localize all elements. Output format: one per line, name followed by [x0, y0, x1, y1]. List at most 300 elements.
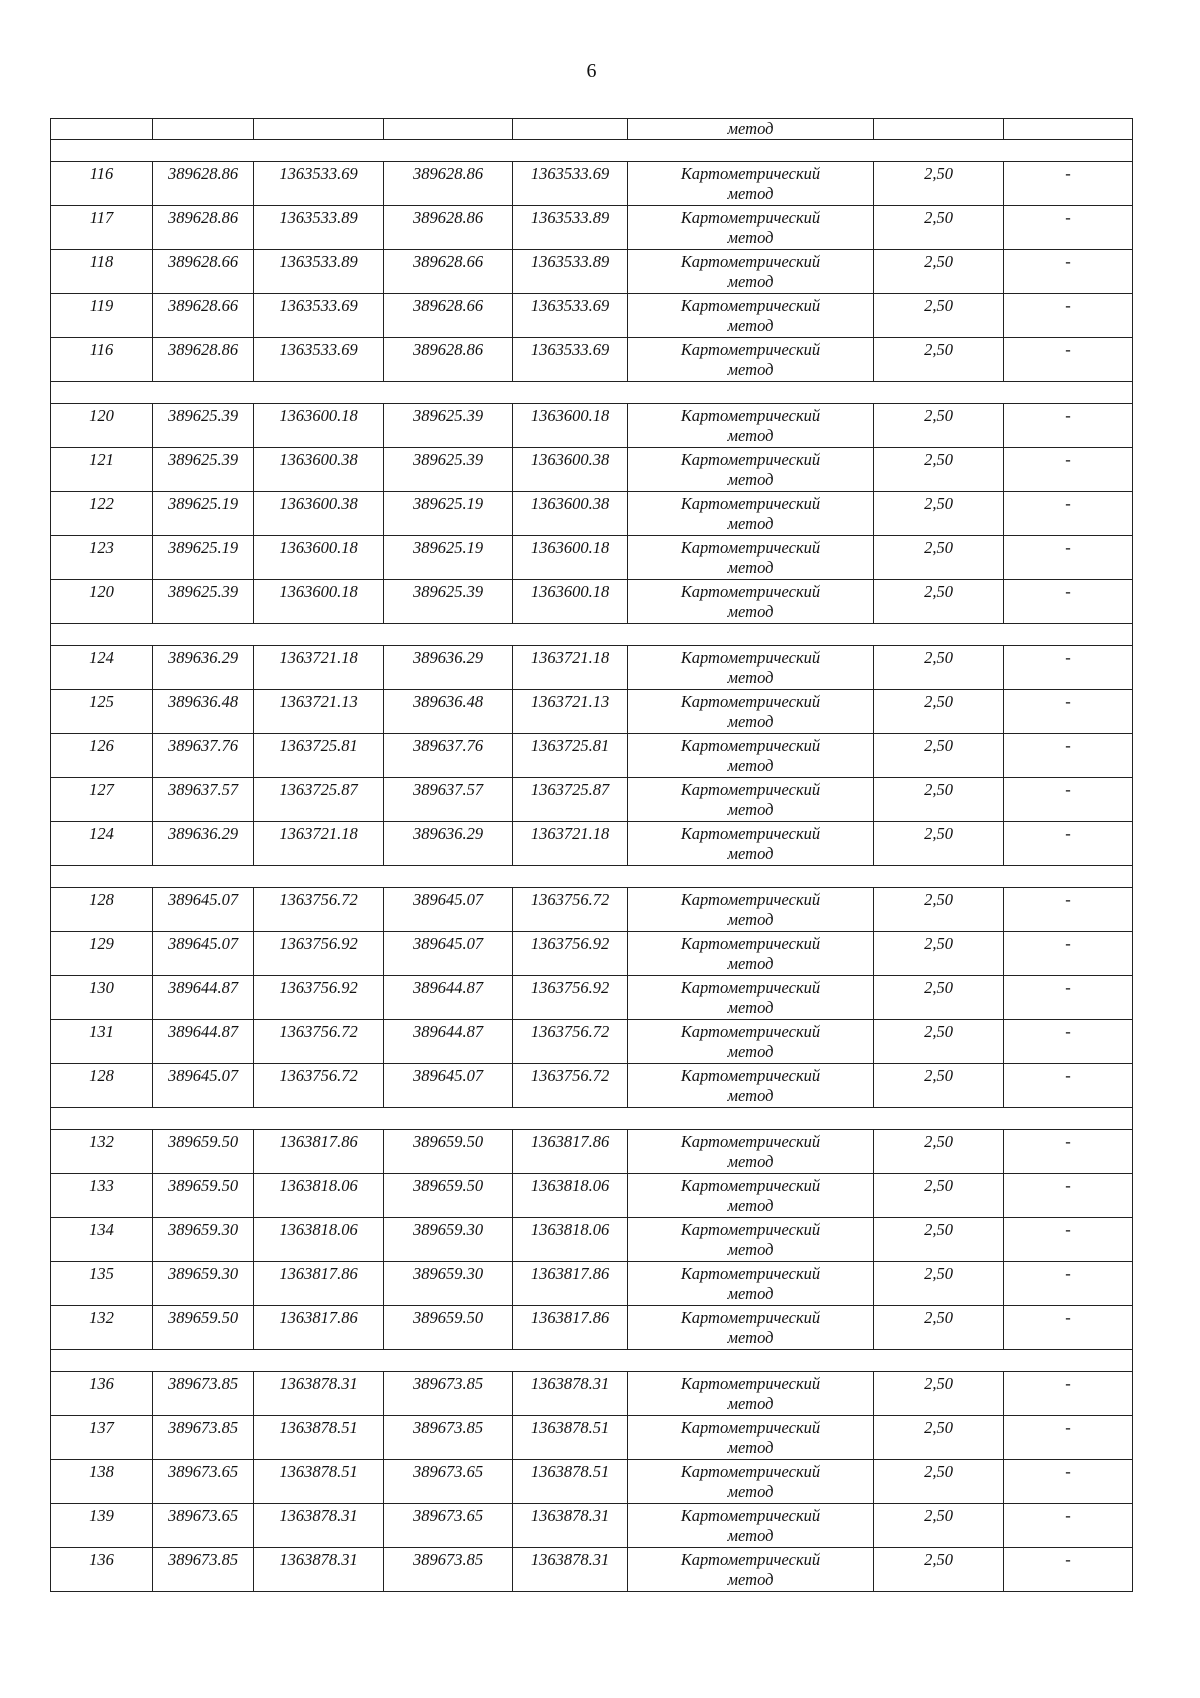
method-line-1: Картометрический: [680, 1176, 821, 1195]
x-new-cell: 389659.50: [384, 1130, 513, 1174]
x-existing-cell: 389659.50: [153, 1174, 254, 1218]
method-line-1: Картометрический: [680, 1066, 821, 1085]
method-line-1: Картометрический: [680, 538, 821, 557]
y-existing-cell: 1363533.69: [254, 338, 384, 382]
table-row: [51, 1064, 1133, 1108]
x-new-cell: 389625.39: [384, 404, 513, 448]
method-line-1: Картометрический: [680, 1418, 821, 1437]
y-existing-cell: 1363878.31: [254, 1372, 384, 1416]
x-new-cell: 389625.39: [384, 448, 513, 492]
point-number-cell: 121: [51, 448, 153, 492]
method-cell: [628, 448, 874, 492]
table-cell: [1004, 119, 1133, 140]
y-new-cell: 1363756.72: [513, 1064, 628, 1108]
point-number-cell: 116: [51, 162, 153, 206]
point-number-cell: 118: [51, 250, 153, 294]
table-row: [51, 822, 1133, 866]
y-new-cell: 1363725.87: [513, 778, 628, 822]
method-cell: [628, 1548, 874, 1592]
table-row: [51, 1306, 1133, 1350]
method-line-2: метод: [727, 272, 774, 291]
table-row: [51, 250, 1133, 294]
y-new-cell: 1363600.38: [513, 492, 628, 536]
method-line-1: Картометрический: [680, 978, 821, 997]
point-number-cell: 120: [51, 580, 153, 624]
group-separator-cell: [51, 1350, 1133, 1372]
description-cell: -: [1004, 646, 1133, 690]
y-existing-cell: 1363818.06: [254, 1218, 384, 1262]
method-line-2: метод: [727, 602, 774, 621]
accuracy-cell: 2,50: [874, 1218, 1004, 1262]
table-row: [51, 1218, 1133, 1262]
x-existing-cell: 389644.87: [153, 976, 254, 1020]
point-number-cell: 136: [51, 1548, 153, 1592]
method-line-2: метод: [727, 1328, 774, 1347]
point-number-cell: 132: [51, 1306, 153, 1350]
method-cell: [628, 778, 874, 822]
description-cell: -: [1004, 822, 1133, 866]
table-row: [51, 932, 1133, 976]
x-new-cell: 389628.66: [384, 294, 513, 338]
table-row: [51, 580, 1133, 624]
point-number-cell: 128: [51, 1064, 153, 1108]
point-number-cell: 137: [51, 1416, 153, 1460]
method-line-2: метод: [727, 1240, 774, 1259]
y-new-cell: 1363600.18: [513, 536, 628, 580]
description-cell: -: [1004, 1548, 1133, 1592]
method-cell: [628, 932, 874, 976]
method-line-1: Картометрический: [680, 252, 821, 271]
description-cell: -: [1004, 1064, 1133, 1108]
accuracy-cell: 2,50: [874, 888, 1004, 932]
method-cell: [628, 1504, 874, 1548]
method-line-2: метод: [727, 1482, 774, 1501]
x-existing-cell: 389659.50: [153, 1130, 254, 1174]
table-row: [51, 778, 1133, 822]
y-new-cell: 1363600.38: [513, 448, 628, 492]
x-new-cell: 389628.86: [384, 338, 513, 382]
method-line-1: Картометрический: [680, 164, 821, 183]
description-cell: -: [1004, 778, 1133, 822]
x-existing-cell: 389659.30: [153, 1218, 254, 1262]
x-existing-cell: 389673.85: [153, 1548, 254, 1592]
y-existing-cell: 1363878.31: [254, 1504, 384, 1548]
method-line-2: метод: [727, 1526, 774, 1545]
x-existing-cell: 389628.66: [153, 250, 254, 294]
group-separator-row: [51, 140, 1133, 162]
x-new-cell: 389625.19: [384, 536, 513, 580]
method-line-2: метод: [727, 1394, 774, 1413]
table-row: [51, 448, 1133, 492]
description-cell: -: [1004, 250, 1133, 294]
x-existing-cell: 389625.19: [153, 492, 254, 536]
y-existing-cell: 1363756.72: [254, 1064, 384, 1108]
method-cell: [628, 822, 874, 866]
x-new-cell: 389636.48: [384, 690, 513, 734]
table-row: [51, 1504, 1133, 1548]
y-existing-cell: 1363878.51: [254, 1416, 384, 1460]
point-number-cell: 117: [51, 206, 153, 250]
x-existing-cell: 389644.87: [153, 1020, 254, 1064]
table-row: [51, 1130, 1133, 1174]
method-line-2: метод: [727, 910, 774, 929]
point-number-cell: 135: [51, 1262, 153, 1306]
x-existing-cell: 389659.50: [153, 1306, 254, 1350]
x-new-cell: 389636.29: [384, 822, 513, 866]
accuracy-cell: 2,50: [874, 646, 1004, 690]
method-line-1: Картометрический: [680, 582, 821, 601]
description-cell: -: [1004, 1020, 1133, 1064]
method-line-1: Картометрический: [680, 890, 821, 909]
method-cell: [628, 1130, 874, 1174]
method-line-2: метод: [727, 844, 774, 863]
method-cell: [628, 1218, 874, 1262]
y-new-cell: 1363756.72: [513, 888, 628, 932]
method-cell: [628, 1174, 874, 1218]
group-separator-cell: [51, 140, 1133, 162]
table-row: [51, 976, 1133, 1020]
y-existing-cell: 1363600.38: [254, 448, 384, 492]
x-existing-cell: 389645.07: [153, 888, 254, 932]
y-new-cell: 1363533.69: [513, 162, 628, 206]
accuracy-cell: 2,50: [874, 1020, 1004, 1064]
method-cell: [628, 162, 874, 206]
y-new-cell: 1363818.06: [513, 1218, 628, 1262]
point-number-cell: 125: [51, 690, 153, 734]
method-cell: [628, 1064, 874, 1108]
method-line-2: метод: [727, 360, 774, 379]
x-existing-cell: 389636.29: [153, 822, 254, 866]
method-line-1: Картометрический: [680, 450, 821, 469]
x-existing-cell: 389628.86: [153, 162, 254, 206]
point-number-cell: 128: [51, 888, 153, 932]
method-cell: [628, 1372, 874, 1416]
accuracy-cell: 2,50: [874, 250, 1004, 294]
y-new-cell: 1363878.31: [513, 1504, 628, 1548]
y-existing-cell: 1363817.86: [254, 1262, 384, 1306]
table-row: [51, 690, 1133, 734]
table-row: [51, 1416, 1133, 1460]
method-line-1: Картометрический: [680, 692, 821, 711]
method-line-2: метод: [727, 712, 774, 731]
method-line-1: Картометрический: [680, 340, 821, 359]
x-new-cell: 389625.19: [384, 492, 513, 536]
method-cell: [628, 976, 874, 1020]
x-existing-cell: 389636.48: [153, 690, 254, 734]
accuracy-cell: 2,50: [874, 976, 1004, 1020]
description-cell: -: [1004, 206, 1133, 250]
coordinates-table: [50, 118, 1133, 1592]
y-new-cell: 1363721.13: [513, 690, 628, 734]
y-new-cell: 1363756.92: [513, 976, 628, 1020]
method-line-2: метод: [727, 756, 774, 775]
point-number-cell: 124: [51, 646, 153, 690]
method-line-1: Картометрический: [680, 296, 821, 315]
y-existing-cell: 1363600.18: [254, 536, 384, 580]
method-line-2: метод: [727, 668, 774, 687]
description-cell: -: [1004, 338, 1133, 382]
point-number-cell: 122: [51, 492, 153, 536]
x-new-cell: 389673.65: [384, 1460, 513, 1504]
x-existing-cell: 389636.29: [153, 646, 254, 690]
y-new-cell: 1363818.06: [513, 1174, 628, 1218]
point-number-cell: 132: [51, 1130, 153, 1174]
accuracy-cell: 2,50: [874, 734, 1004, 778]
group-separator-cell: [51, 624, 1133, 646]
method-line-2: метод: [727, 228, 774, 247]
group-separator-row: [51, 866, 1133, 888]
y-new-cell: 1363756.92: [513, 932, 628, 976]
y-new-cell: 1363533.89: [513, 250, 628, 294]
method-line-2: метод: [727, 1438, 774, 1457]
table-cell: [51, 119, 153, 140]
table-row: [51, 888, 1133, 932]
method-line-1: Картометрический: [680, 494, 821, 513]
method-line-1: Картометрический: [680, 1132, 821, 1151]
group-separator-row: [51, 382, 1133, 404]
x-existing-cell: 389645.07: [153, 932, 254, 976]
method-cell: [628, 1262, 874, 1306]
accuracy-cell: 2,50: [874, 536, 1004, 580]
y-existing-cell: 1363600.38: [254, 492, 384, 536]
x-existing-cell: 389628.86: [153, 206, 254, 250]
method-line-2: метод: [727, 1042, 774, 1061]
accuracy-cell: 2,50: [874, 448, 1004, 492]
y-new-cell: 1363533.69: [513, 294, 628, 338]
table-row: [51, 734, 1133, 778]
accuracy-cell: 2,50: [874, 1306, 1004, 1350]
accuracy-cell: 2,50: [874, 1504, 1004, 1548]
point-number-cell: 126: [51, 734, 153, 778]
x-existing-cell: 389673.85: [153, 1416, 254, 1460]
description-cell: -: [1004, 1130, 1133, 1174]
y-existing-cell: 1363725.81: [254, 734, 384, 778]
y-existing-cell: 1363756.92: [254, 976, 384, 1020]
x-existing-cell: 389673.65: [153, 1504, 254, 1548]
method-cell: [628, 690, 874, 734]
table-row: [51, 206, 1133, 250]
method-line-1: Картометрический: [680, 648, 821, 667]
method-cell: [628, 250, 874, 294]
description-cell: -: [1004, 1416, 1133, 1460]
method-line-2: метод: [727, 1570, 774, 1589]
y-existing-cell: 1363721.18: [254, 822, 384, 866]
x-existing-cell: 389628.86: [153, 338, 254, 382]
method-cell: [628, 338, 874, 382]
accuracy-cell: 2,50: [874, 1460, 1004, 1504]
group-separator-row: [51, 1350, 1133, 1372]
x-new-cell: 389628.66: [384, 250, 513, 294]
y-new-cell: 1363878.31: [513, 1548, 628, 1592]
method-line-2: метод: [727, 1152, 774, 1171]
point-number-cell: 130: [51, 976, 153, 1020]
description-cell: -: [1004, 1262, 1133, 1306]
method-line-1: Картометрический: [680, 780, 821, 799]
y-existing-cell: 1363725.87: [254, 778, 384, 822]
method-line-2: метод: [727, 1284, 774, 1303]
method-line-2: метод: [727, 316, 774, 335]
point-number-cell: 119: [51, 294, 153, 338]
method-line-1: Картометрический: [680, 208, 821, 227]
y-new-cell: 1363600.18: [513, 404, 628, 448]
accuracy-cell: 2,50: [874, 404, 1004, 448]
method-line-1: Картометрический: [680, 1022, 821, 1041]
description-cell: -: [1004, 932, 1133, 976]
group-separator-cell: [51, 1108, 1133, 1130]
accuracy-cell: 2,50: [874, 1548, 1004, 1592]
accuracy-cell: 2,50: [874, 1416, 1004, 1460]
description-cell: -: [1004, 580, 1133, 624]
x-new-cell: 389628.86: [384, 162, 513, 206]
x-existing-cell: 389637.57: [153, 778, 254, 822]
method-line-2: метод: [727, 514, 774, 533]
table-row: [51, 1020, 1133, 1064]
x-existing-cell: 389628.66: [153, 294, 254, 338]
y-new-cell: 1363600.18: [513, 580, 628, 624]
method-cell: [628, 734, 874, 778]
method-line-2: метод: [727, 800, 774, 819]
x-existing-cell: 389673.85: [153, 1372, 254, 1416]
method-cell: [628, 646, 874, 690]
table-body: [51, 119, 1133, 1592]
table-cell: [874, 119, 1004, 140]
table-row: [51, 646, 1133, 690]
y-new-cell: 1363533.89: [513, 206, 628, 250]
description-cell: -: [1004, 536, 1133, 580]
method-cell: [628, 1020, 874, 1064]
table-row: [51, 162, 1133, 206]
accuracy-cell: 2,50: [874, 1174, 1004, 1218]
accuracy-cell: 2,50: [874, 1130, 1004, 1174]
accuracy-cell: 2,50: [874, 492, 1004, 536]
description-cell: -: [1004, 492, 1133, 536]
x-new-cell: 389659.50: [384, 1306, 513, 1350]
method-line-1: Картометрический: [680, 1374, 821, 1393]
table-row: [51, 1548, 1133, 1592]
method-line-2: метод: [727, 1086, 774, 1105]
x-new-cell: 389628.86: [384, 206, 513, 250]
description-cell: -: [1004, 734, 1133, 778]
y-new-cell: 1363721.18: [513, 822, 628, 866]
method-cell: [628, 1416, 874, 1460]
x-new-cell: 389636.29: [384, 646, 513, 690]
description-cell: -: [1004, 1504, 1133, 1548]
accuracy-cell: 2,50: [874, 932, 1004, 976]
method-line-1: Картометрический: [680, 1220, 821, 1239]
y-new-cell: 1363725.81: [513, 734, 628, 778]
description-cell: -: [1004, 1372, 1133, 1416]
method-cell: [628, 888, 874, 932]
x-new-cell: 389645.07: [384, 1064, 513, 1108]
point-number-cell: 133: [51, 1174, 153, 1218]
method-line-2: метод: [727, 998, 774, 1017]
point-number-cell: 129: [51, 932, 153, 976]
y-existing-cell: 1363533.89: [254, 250, 384, 294]
method-line-1: Картометрический: [680, 1550, 821, 1569]
y-existing-cell: 1363756.92: [254, 932, 384, 976]
x-new-cell: 389644.87: [384, 1020, 513, 1064]
point-number-cell: 134: [51, 1218, 153, 1262]
table-row: [51, 492, 1133, 536]
y-existing-cell: 1363533.89: [254, 206, 384, 250]
table-cell: [254, 119, 384, 140]
x-new-cell: 389673.65: [384, 1504, 513, 1548]
accuracy-cell: 2,50: [874, 822, 1004, 866]
method-cell: [628, 536, 874, 580]
y-new-cell: 1363721.18: [513, 646, 628, 690]
x-existing-cell: 389637.76: [153, 734, 254, 778]
method-line-2: метод: [727, 954, 774, 973]
description-cell: -: [1004, 294, 1133, 338]
group-separator-cell: [51, 382, 1133, 404]
accuracy-cell: 2,50: [874, 162, 1004, 206]
description-cell: -: [1004, 976, 1133, 1020]
method-line-1: Картометрический: [680, 824, 821, 843]
point-number-cell: 139: [51, 1504, 153, 1548]
description-cell: -: [1004, 888, 1133, 932]
x-existing-cell: 389625.39: [153, 448, 254, 492]
description-cell: -: [1004, 1306, 1133, 1350]
description-cell: -: [1004, 1460, 1133, 1504]
y-new-cell: 1363817.86: [513, 1306, 628, 1350]
y-existing-cell: 1363817.86: [254, 1306, 384, 1350]
y-existing-cell: 1363756.72: [254, 1020, 384, 1064]
y-existing-cell: 1363721.13: [254, 690, 384, 734]
y-existing-cell: 1363533.69: [254, 162, 384, 206]
method-line-1: Картометрический: [680, 1506, 821, 1525]
x-new-cell: 389673.85: [384, 1416, 513, 1460]
method-line-2: метод: [727, 426, 774, 445]
x-existing-cell: 389625.39: [153, 404, 254, 448]
point-number-cell: 123: [51, 536, 153, 580]
group-separator-cell: [51, 866, 1133, 888]
accuracy-cell: 2,50: [874, 778, 1004, 822]
table-row: [51, 1460, 1133, 1504]
x-existing-cell: 389659.30: [153, 1262, 254, 1306]
y-new-cell: 1363533.69: [513, 338, 628, 382]
y-new-cell: 1363878.51: [513, 1416, 628, 1460]
y-new-cell: 1363817.86: [513, 1130, 628, 1174]
group-separator-row: [51, 1108, 1133, 1130]
accuracy-cell: 2,50: [874, 294, 1004, 338]
accuracy-cell: 2,50: [874, 1064, 1004, 1108]
method-cell: [628, 206, 874, 250]
x-new-cell: 389659.50: [384, 1174, 513, 1218]
table-cell: [384, 119, 513, 140]
method-line-2: метод: [727, 558, 774, 577]
table-row: [51, 536, 1133, 580]
x-new-cell: 389673.85: [384, 1548, 513, 1592]
accuracy-cell: 2,50: [874, 338, 1004, 382]
table-row: [51, 294, 1133, 338]
table-row: [51, 404, 1133, 448]
y-existing-cell: 1363756.72: [254, 888, 384, 932]
method-line-1: Картометрический: [680, 406, 821, 425]
table-row: [51, 1262, 1133, 1306]
method-cell: [628, 294, 874, 338]
description-cell: -: [1004, 1174, 1133, 1218]
x-new-cell: 389645.07: [384, 888, 513, 932]
point-number-cell: 127: [51, 778, 153, 822]
x-new-cell: 389637.76: [384, 734, 513, 778]
x-new-cell: 389625.39: [384, 580, 513, 624]
point-number-cell: 136: [51, 1372, 153, 1416]
x-new-cell: 389673.85: [384, 1372, 513, 1416]
x-new-cell: 389645.07: [384, 932, 513, 976]
description-cell: -: [1004, 1218, 1133, 1262]
table-continuation-row: [51, 119, 1133, 140]
method-cell: метод: [628, 119, 874, 140]
